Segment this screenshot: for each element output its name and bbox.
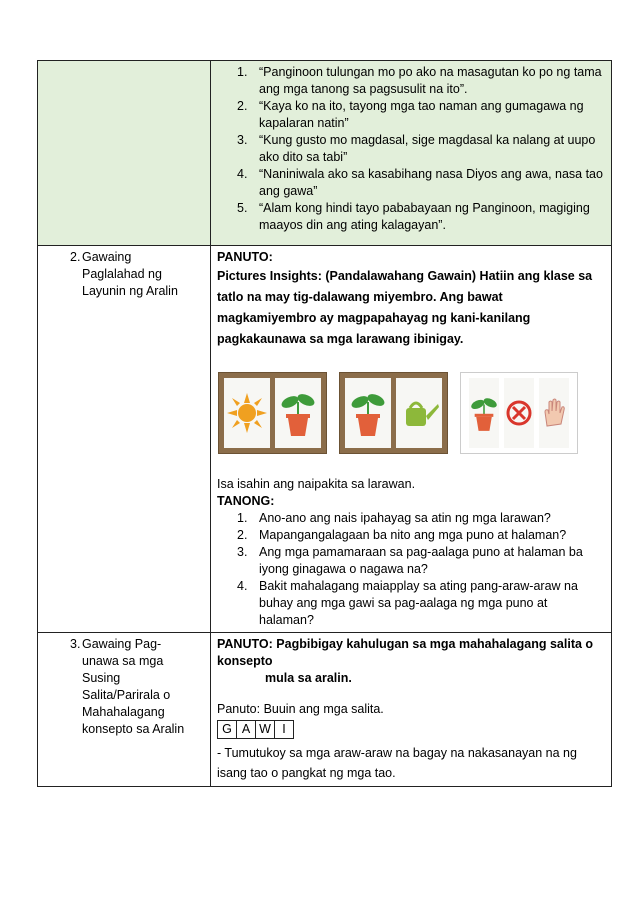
watering-can-icon bbox=[398, 392, 440, 434]
picture-insights bbox=[218, 372, 605, 454]
letter-box: G bbox=[218, 721, 237, 738]
panuto-label: PANUTO: bbox=[217, 250, 273, 264]
table-row-prayer-statements bbox=[38, 61, 612, 246]
hand-card bbox=[539, 378, 569, 448]
sun-card bbox=[224, 378, 270, 448]
sub-instruction: Panuto: Buuin ang mga salita. bbox=[217, 702, 384, 716]
potted-plant-icon bbox=[470, 390, 498, 436]
sun-icon bbox=[226, 392, 268, 434]
step-name: 3. Gawaing Pag-unawa sa mga Susing Salita/Parirala o Mahahalagang konsepto sa Aralin bbox=[70, 637, 185, 736]
list-item: 4. “Naniniwala ako sa kasabihang nasa Diyos ang awa, nasa tao ang gawa” bbox=[237, 167, 603, 198]
list-item: 3. “Kung gusto mo magdasal, sige magdasal ka nalang at uupo ako dito sa tabi” bbox=[237, 133, 596, 164]
letter-box: I bbox=[282, 722, 286, 736]
panuto-text: Pictures Insights: (Pandalawahang Gawain) Hatiin ang klase sa tatlo na may tig-dalawang miyembro. Ang bawat magkamiyembro ay magpapahayag ng kani-kanilang pagkakaunawa sa mga larawang ibinigay. bbox=[217, 269, 593, 346]
letter-box: A bbox=[237, 721, 256, 738]
potted-plant-icon bbox=[350, 388, 386, 438]
plant-card bbox=[275, 378, 321, 448]
statement-list bbox=[217, 64, 605, 234]
row2-right-cell bbox=[211, 633, 612, 787]
panuto-heading-continued: mula sa aralin. bbox=[265, 671, 352, 685]
row2-left-cell bbox=[38, 633, 211, 787]
list-item: 3. Ang mga pamamaraan sa pag-aalaga puno at halaman ba iyong ginagawa o nagawa na? bbox=[237, 545, 583, 576]
picture-panel-plant-watering bbox=[339, 372, 448, 454]
list-item: 2. Mapangangalagaan ba nito ang mga puno at halaman? bbox=[237, 528, 567, 542]
list-item: 5. “Alam kong hindi tayo pababayaan ng Panginoon, magiging maayos din ang ating kalagayan”. bbox=[237, 201, 590, 232]
watering-can-card bbox=[396, 378, 442, 448]
definition-text: - Tumutukoy sa mga araw-araw na bagay na nakasanayan na ng isang tao o pangkat ng mga tao. bbox=[217, 746, 577, 780]
hand-icon bbox=[541, 396, 567, 430]
row0-left-cell bbox=[38, 61, 211, 246]
letter-boxes bbox=[217, 720, 294, 739]
letter-box: W bbox=[256, 721, 275, 738]
potted-plant-icon bbox=[280, 388, 316, 438]
prohibited-icon bbox=[505, 399, 533, 427]
tanong-label: TANONG: bbox=[217, 494, 275, 508]
instruction-text: Isa isahin ang naipakita sa larawan. bbox=[217, 477, 416, 491]
list-item: 1. “Panginoon tulungan mo po ako na masagutan ko po ng tama ang mga tanong sa pagsusulit na ito”. bbox=[237, 65, 602, 96]
row1-left-cell bbox=[38, 246, 211, 633]
picture-panel-sun-plant bbox=[218, 372, 327, 454]
question-list bbox=[217, 510, 605, 629]
list-item: 1. Ano-ano ang nais ipahayag sa atin ng mga larawan? bbox=[237, 511, 551, 525]
plant-card bbox=[345, 378, 391, 448]
row0-right-cell bbox=[211, 61, 612, 246]
lesson-table bbox=[37, 60, 612, 787]
list-item: 2. “Kaya ko na ito, tayong mga tao naman ang gumagawa ng kapalaran natin” bbox=[237, 99, 584, 130]
picture-panel-plant-no-touch bbox=[460, 372, 578, 454]
row1-right-cell bbox=[211, 246, 612, 633]
plant-card bbox=[469, 378, 499, 448]
table-row-paglalahad bbox=[38, 246, 612, 633]
list-item: 4. Bakit mahalagang maiapplay sa ating pang-araw-araw na buhay ang mga gawi sa pag-aalaga ng mga puno at halaman? bbox=[237, 579, 578, 627]
table-row-pag-unawa bbox=[38, 633, 612, 787]
prohibited-card bbox=[504, 378, 534, 448]
step-name: 2. Gawaing Paglalahad ng Layunin ng Aralin bbox=[70, 250, 178, 298]
panuto-heading: PANUTO: Pagbibigay kahulugan sa mga mahahalagang salita o konsepto bbox=[217, 637, 594, 668]
